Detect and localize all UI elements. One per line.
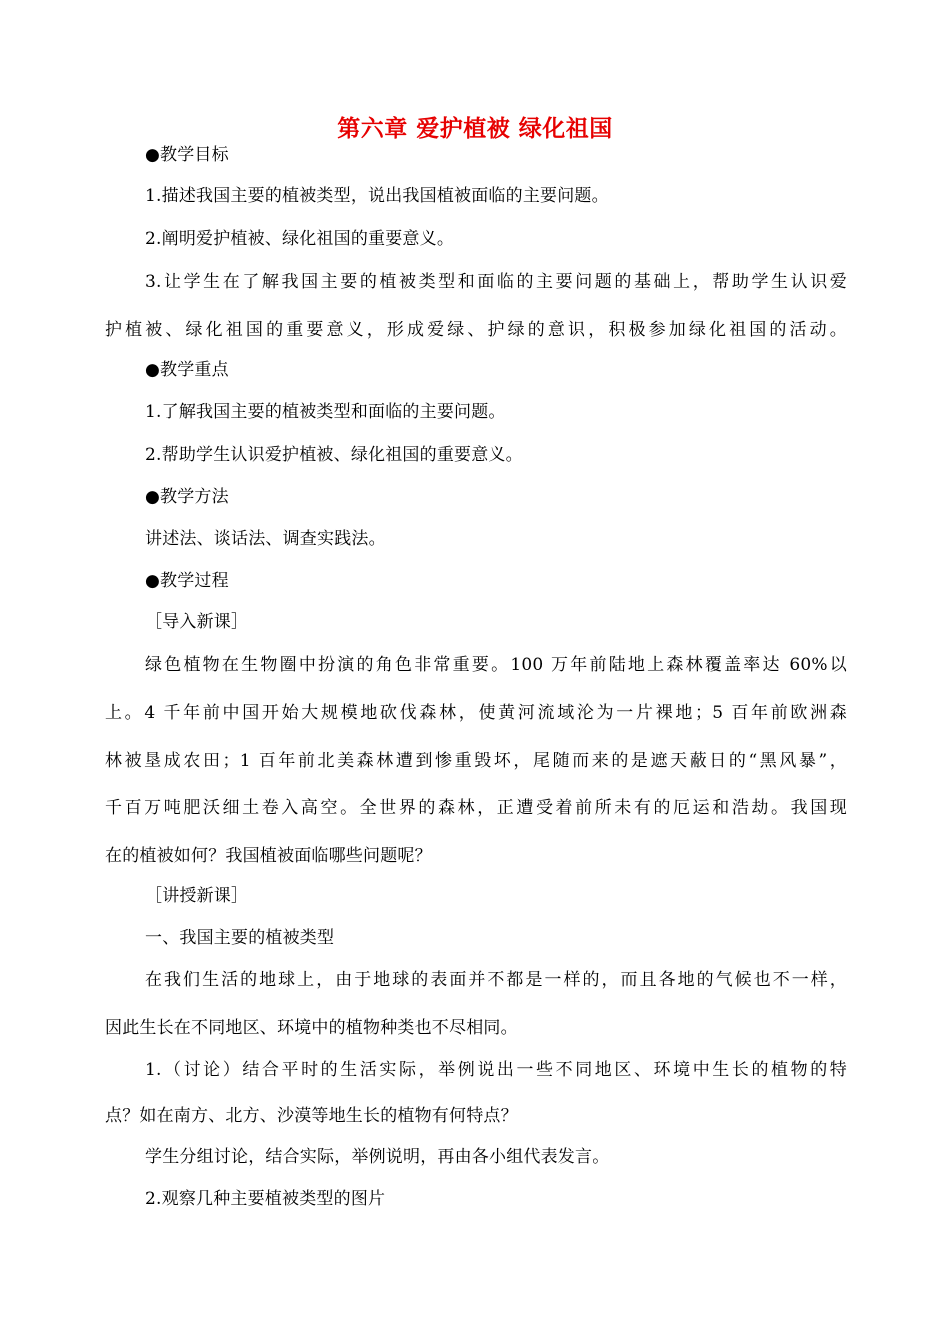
part1-paragraph-line: 因此生长在不同地区、环境中的植物种类也不尽相同。	[105, 1018, 518, 1038]
discussion-line: 点？如在南方、北方、沙漠等地生长的植物有何特点？	[105, 1106, 518, 1126]
focus-item: 1.了解我国主要的植被类型和面临的主要问题。	[145, 402, 506, 422]
goal-item: 2.阐明爱护植被、绿化祖国的重要意义。	[145, 229, 455, 249]
lecture-heading: ［讲授新课］	[145, 886, 249, 906]
part1-heading: 一、我国主要的植被类型	[145, 928, 335, 948]
goals-heading: ●教学目标	[145, 145, 229, 165]
intro-paragraph-line: 千百万吨肥沃细土卷入高空。全世界的森林，正遭受着前所未有的厄运和浩劫。我国现	[105, 798, 847, 818]
intro-paragraph-line: 上。4 千年前中国开始大规模地砍伐森林，使黄河流域沦为一片裸地；5 百年前欧洲森	[105, 703, 847, 723]
chapter-title: 第六章 爱护植被 绿化祖国	[337, 116, 613, 142]
process-heading: ●教学过程	[145, 571, 229, 591]
intro-paragraph-line: 林被垦成农田；1 百年前北美森林遭到惨重毁坏，尾随而来的是遮天蔽日的“黑风暴”，	[105, 751, 847, 771]
goal-item: 3.让学生在了解我国主要的植被类型和面临的主要问题的基础上，帮助学生认识爱	[145, 272, 847, 292]
focus-item: 2.帮助学生认识爱护植被、绿化祖国的重要意义。	[145, 445, 523, 465]
observe-text: 2.观察几种主要植被类型的图片	[145, 1189, 386, 1209]
part1-paragraph-line: 在我们生活的地球上，由于地球的表面并不都是一样的，而且各地的气候也不一样，	[145, 970, 847, 990]
intro-paragraph-line: 在的植被如何？我国植被面临哪些问题呢？	[105, 846, 432, 866]
method-heading: ●教学方法	[145, 487, 229, 507]
goal-item-continued: 护植被、绿化祖国的重要意义，形成爱绿、护绿的意识，积极参加绿化祖国的活动。	[105, 320, 847, 340]
intro-heading: ［导入新课］	[145, 612, 249, 632]
intro-paragraph-line: 绿色植物在生物圈中扮演的角色非常重要。100 万年前陆地上森林覆盖率达 60%以	[145, 655, 847, 675]
goal-item: 1.描述我国主要的植被类型，说出我国植被面临的主要问题。	[145, 186, 609, 206]
discussion-line: 1.（讨论）结合平时的生活实际，举例说出一些不同地区、环境中生长的植物的特	[145, 1060, 847, 1080]
group-work-text: 学生分组讨论，结合实际，举例说明，再由各小组代表发言。	[145, 1147, 610, 1167]
focus-heading: ●教学重点	[145, 360, 229, 380]
method-text: 讲述法、谈话法、调查实践法。	[145, 529, 386, 549]
